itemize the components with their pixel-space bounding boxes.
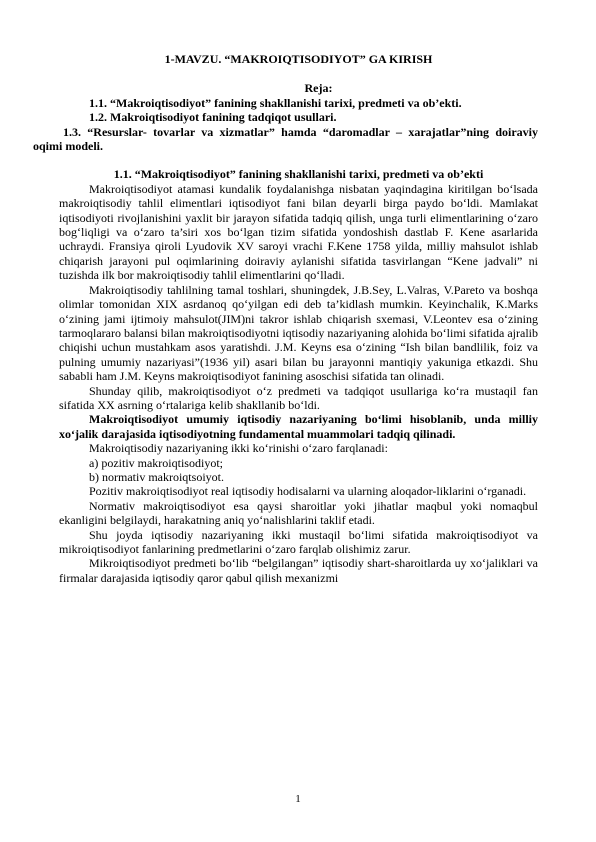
paragraph: Mikroiqtisodiyot predmeti bo‘lib “belgilangan” iqtisodiy shart-sharoitlarda uy xo‘jaliklari va firmalar darajasida iqtisodiy qaror qabul qilish mexanizmi <box>59 556 538 585</box>
list-item: a) pozitiv makroiqtisodiyot; <box>89 455 223 470</box>
paragraph: Normativ makroiqtisodiyot esa qaysi sharoitlar yoki jihatlar maqbul yoki nomaqbul ekanligini belgilaydi, harakatning aniq yo‘nalishlarini taklif etadi. <box>59 498 538 528</box>
plan-item: 1.1. “Makroiqtisodiyot” fanining shakllanishi tarixi, predmeti va ob’ekti. <box>89 95 462 110</box>
document-title: 1-MAVZU. “MAKROIQTISODIYOT” GA KIRISH <box>164 52 433 66</box>
paragraph: Shunday qilib, makroiqtisodiyot o‘z predmeti va tadqiqot usullariga ko‘ra mustaqil fan sifatida XX asrning o‘rtalariga kelib shakllanib bo‘ldi. <box>59 383 538 412</box>
section-heading: 1.1. “Makroiqtisodiyot” fanining shakllanishi tarixi, predmeti va ob’ekti <box>113 167 484 182</box>
paragraph: Makroiqtisodiy nazariyaning ikki ko‘rinishi o‘zaro farqlanadi: <box>89 441 388 456</box>
page-number: 1 <box>295 793 301 805</box>
plan-item: 1.3. “Resurslar- tovarlar va xizmatlar” hamda “daromadlar – xarajatlar”ning doiraviy oqimi modeli. <box>33 124 538 154</box>
plan-heading: Reja: <box>304 81 333 96</box>
paragraph: Shu joyda iqtisodiy nazariyaning ikki mustaqil bo‘limi sifatida makroiqtisodiyot va mikroiqtisodiyot fanlarining predmetlarini o‘zaro farqlab olishimiz zarur. <box>59 527 538 556</box>
paragraph: Makroiqtisodiy tahlilning tamal toshlari, shuningdek, J.B.Sey, L.Valras, V.Pareto va boshqa olimlar tomonidan XIX asrdanoq qo‘yilgan edi deb ta’kidlash mumkin. Keyinchalik, K.Marks o‘zining jami ijtimoiy mahsulot(JIM)ni takror ishlab chiqarish sxemasi, V.Leontev esa o‘zining tarmoqlararo balansi bilan makroiqtisodiyotni iqtisodiy nazariyaning alohida bo‘limi sifatida ajralib chiqishi uchun mustahkam asos yaratishdi. J.M. Keyns esa o‘zining “Ish bilan bandlilik, foiz va pulning umumiy nazariyasi”(1936 yil) asari bilan bu jarayonni mantiqiy yakuniga etkazdi. Shu sababli ham J.M. Keyns makroiqtisodiyot fanining asoschisi sifatida tan olinadi. <box>59 282 538 384</box>
plan-item: 1.2. Makroiqtisodiyot fanining tadqiqot usullari. <box>89 110 337 125</box>
paragraph-definition: Makroiqtisodiyot umumiy iqtisodiy nazariyaning bo‘limi hisoblanib, unda milliy xo‘jalik darajasida iqtisodiyotning fundamental muammolari tadqiq qilinadi. <box>59 412 538 441</box>
paragraph: Pozitiv makroiqtisodiyot real iqtisodiy hodisalarni va ularning aloqador-liklarini o‘rganadi. <box>89 484 527 499</box>
list-item: b) normativ makroiqtsoiyot. <box>89 469 224 484</box>
paragraph: Makroiqtisodiyot atamasi kundalik foydalanishga nisbatan yaqindagina kiritilgan bo‘lsada makroiqtisodiy tahlil elimentlari iqtisodiyot fani bilan deyarli birga paydo bo‘ldi. Mamlakat iqtisodiyoti rivojlanishini yaxlit bir jarayon sifatida tadqiq qilish, unga turli elimentlarining o‘zaro bog‘liqligi va o‘zaro ta’siri xos bo‘lgan tizim sifatida yondoshish dastlab F. Kene asarlarida uchraydi. Fransiya qiroli Lyudovik XV saroyi vrachi F.Kene 1758 yilda, milliy mahsulot ishlab chiqarish jarayoni pul oqimlarining doiraviy aylanishi sifatida tasvirlangan “Kene jadvali” ni tuzishda ilk bor makroiqtisodiy tahlil elimentlarini qo‘lladi. <box>59 181 538 283</box>
